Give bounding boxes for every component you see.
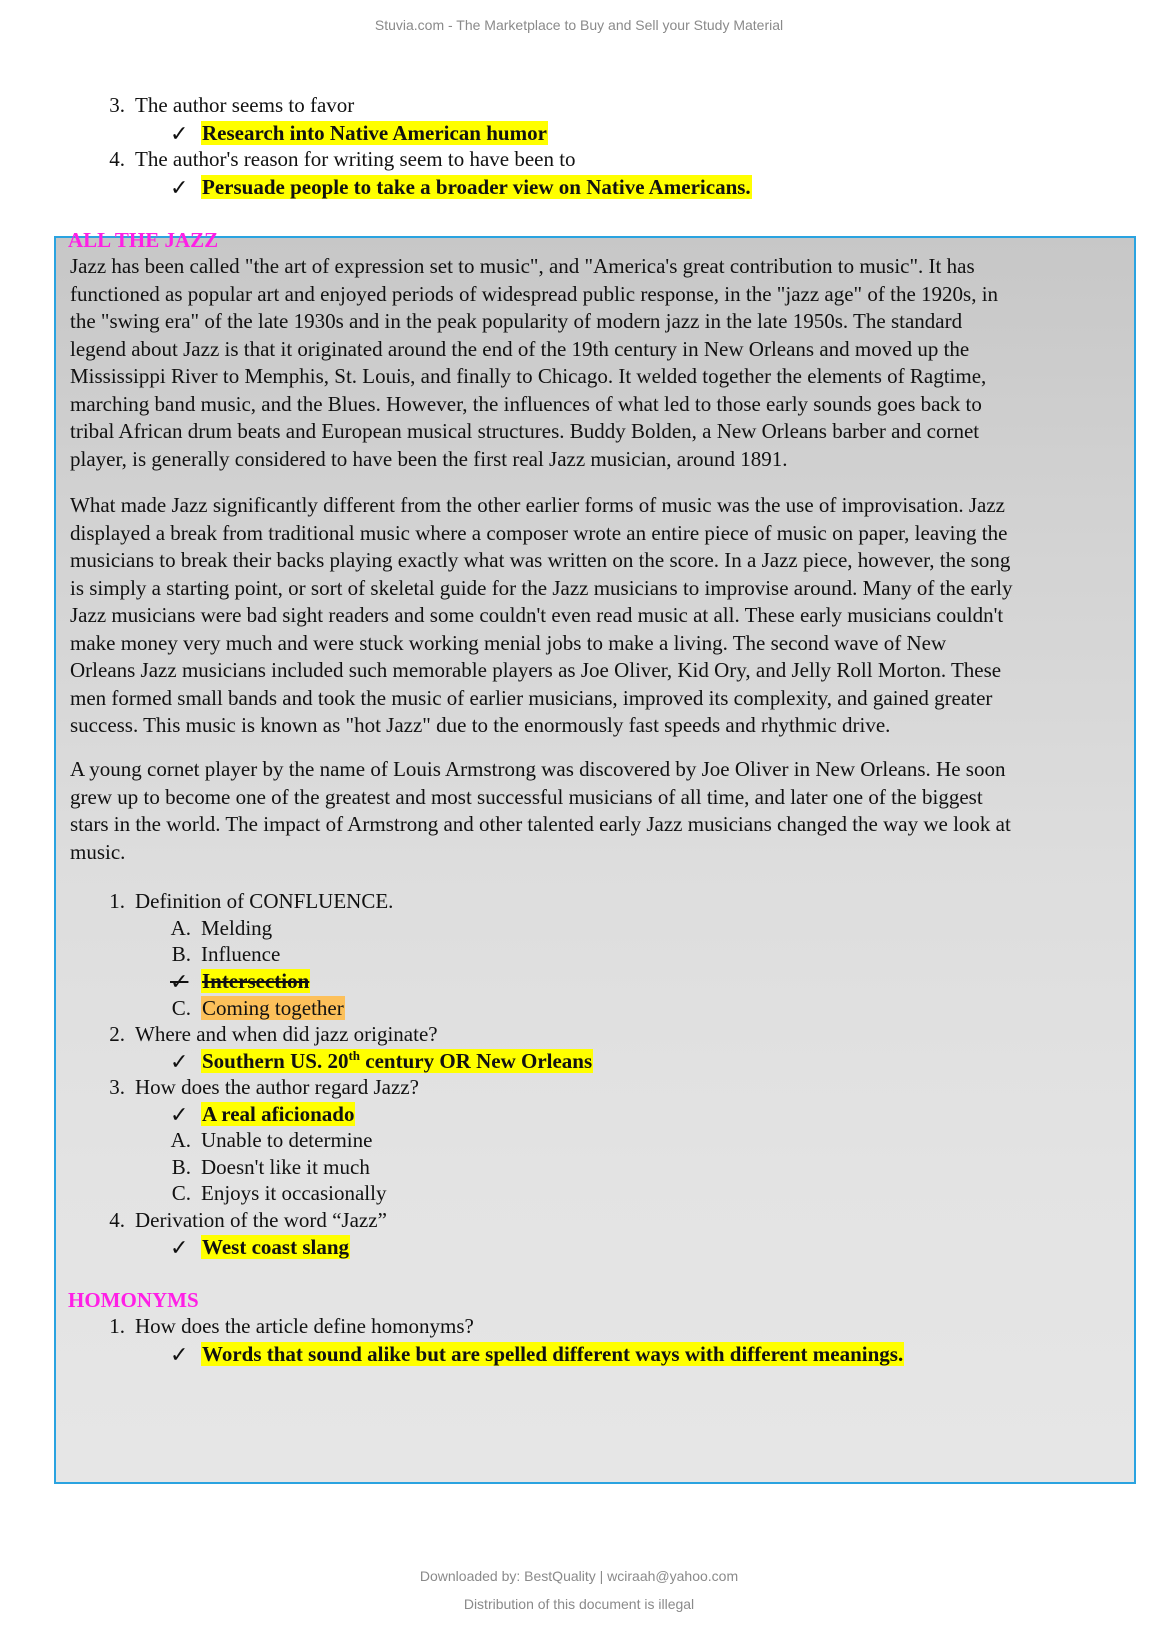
paragraph-line: player, is generally considered to have been the first real Jazz musician, around 1891. — [70, 446, 788, 471]
option-text: Unable to determine — [201, 1128, 373, 1152]
check-icon: ✓ — [170, 175, 189, 200]
question-text: Where and when did jazz originate? — [135, 1022, 438, 1046]
paragraph-line: success. This music is known as "hot Jazz" due to the enormously fast speeds and rhythmic drive. — [70, 713, 891, 737]
check-icon: ✓ — [170, 1342, 189, 1367]
answer-highlight: West coast slang — [202, 1235, 349, 1259]
paragraph-line: Mississippi River to Memphis, St. Louis, and finally to Chicago. It welded together the elements of Ragtime, — [70, 364, 987, 388]
option-text: Doesn't like it much — [201, 1155, 370, 1179]
option-letter: C. — [171, 996, 191, 1020]
paragraph-line: tribal African drum beats and European musical structures. Buddy Bolden, a New Orleans barber and cornet — [70, 419, 980, 443]
footer-downloaded: Downloaded by: BestQuality | wciraah@yahoo.com — [419, 1568, 739, 1584]
option-letter: B. — [171, 942, 191, 966]
check-icon: ✓ — [170, 1049, 189, 1074]
paragraph-line: grew up to become one of the greatest and most successful musicians of all time, and later one of the biggest — [70, 784, 983, 809]
question-text: Definition of CONFLUENCE. — [135, 889, 394, 913]
option-letter: A. — [170, 916, 191, 940]
paragraph-line: functioned as popular art and enjoyed periods of widespread public response, in the "jazz age" of the 1920s, in — [70, 281, 999, 306]
paragraph-line: musicians to break their backs playing exactly what was written on the score. In a Jazz piece, however, the song — [70, 548, 1011, 572]
paragraph-line: What made Jazz significantly different from the other earlier forms of music was the use of improvisation. Jazz — [70, 493, 1005, 517]
list-number: 3. — [109, 1075, 125, 1099]
paragraph-line: stars in the world. The impact of Armstrong and other talented early Jazz musicians changed the way we look at — [70, 812, 1011, 836]
list-number: 4. — [109, 1208, 125, 1232]
answer-part: Southern US. 20 — [202, 1049, 349, 1073]
answer-highlight: Words that sound alike but are spelled different ways with different meanings. — [202, 1342, 904, 1366]
answer-highlight: Research into Native American humor — [202, 121, 547, 145]
question-text: The author seems to favor — [135, 93, 355, 117]
list-number: 1. — [109, 1314, 125, 1338]
paragraph-line: Jazz has been called "the art of expression set to music", and "America's great contribution to music". It has — [70, 254, 975, 278]
check-icon: ✓ — [170, 1102, 189, 1127]
list-number: 4. — [109, 147, 125, 171]
check-icon: ✓ — [170, 969, 189, 994]
list-number: 3. — [109, 93, 125, 117]
paragraph-line: men formed small bands and took the music of earlier musicians, improved its complexity, and gained greater — [70, 685, 993, 710]
paragraph-1 — [70, 253, 1120, 473]
paragraph-line: displayed a break from traditional music where a composer wrote an entire piece of music on paper, leaving the — [70, 520, 1008, 545]
paragraph-line: Jazz musicians were bad sight readers and some couldn't even read music at all. These early musicians couldn't — [70, 603, 1004, 627]
question-text: How does the author regard Jazz? — [135, 1075, 419, 1099]
question-text: Derivation of the word “Jazz” — [135, 1208, 387, 1232]
struck-answer: Intersection — [202, 969, 310, 993]
paragraph-line: the "swing era" of the late 1930s and in the peak popularity of modern jazz in the late 1950s. The standard — [70, 309, 963, 333]
option-text: Enjoys it occasionally — [201, 1181, 387, 1205]
check-icon: ✓ — [170, 121, 189, 146]
option-letter: B. — [171, 1155, 191, 1179]
paragraph-line: music. — [70, 839, 126, 864]
answer-part: century OR New Orleans — [360, 1049, 593, 1073]
check-icon: ✓ — [170, 1235, 189, 1260]
answer-highlight: Persuade people to take a broader view on Native Americans. — [202, 175, 751, 199]
option-text-highlight: Coming together — [202, 996, 344, 1020]
question-text: How does the article define homonyms? — [135, 1314, 474, 1338]
paragraph-line: is simply a starting point, or sort of skeletal guide for the Jazz musicians to improvise around. Many of the early — [70, 575, 1013, 600]
paragraph-3 — [70, 756, 1120, 866]
option-letter: C. — [171, 1181, 191, 1205]
paragraph-line: A young cornet player by the name of Louis Armstrong was discovered by Joe Oliver in New Orleans. He soon — [70, 757, 1006, 781]
option-letter: A. — [170, 1128, 191, 1152]
paragraph-line: marching band music, and the Blues. However, the influences of what led to those early sounds goes back to — [70, 391, 982, 416]
answer-highlight — [201, 1049, 593, 1073]
answer-superscript: th — [348, 1048, 361, 1063]
paragraph-line: make money very much and were stuck working menial jobs to make a living. The second wave of New — [70, 630, 947, 655]
paragraph-line: Orleans Jazz musicians included such memorable players as Joe Oliver, Kid Ory, and Jelly Roll Morton. These — [70, 658, 1002, 682]
list-number: 2. — [109, 1022, 125, 1046]
paragraph-line: legend about Jazz is that it originated around the end of the 19th century in New Orleans and moved up the — [70, 336, 970, 361]
list-number: 1. — [109, 889, 125, 913]
question-text: The author's reason for writing seem to have been to — [135, 147, 576, 171]
paragraph-2 — [70, 492, 1120, 740]
header-watermark: Stuvia.com - The Marketplace to Buy and Sell your Study Material — [374, 17, 784, 33]
answer-highlight: A real aficionado — [202, 1102, 355, 1126]
section-title-homonyms: HOMONYMS — [68, 1288, 199, 1312]
option-text: Influence — [201, 942, 281, 966]
section-title-jazz: ALL THE JAZZ — [68, 228, 219, 252]
option-text: Melding — [201, 916, 273, 940]
footer-distribution: Distribution of this document is illegal — [463, 1596, 695, 1612]
